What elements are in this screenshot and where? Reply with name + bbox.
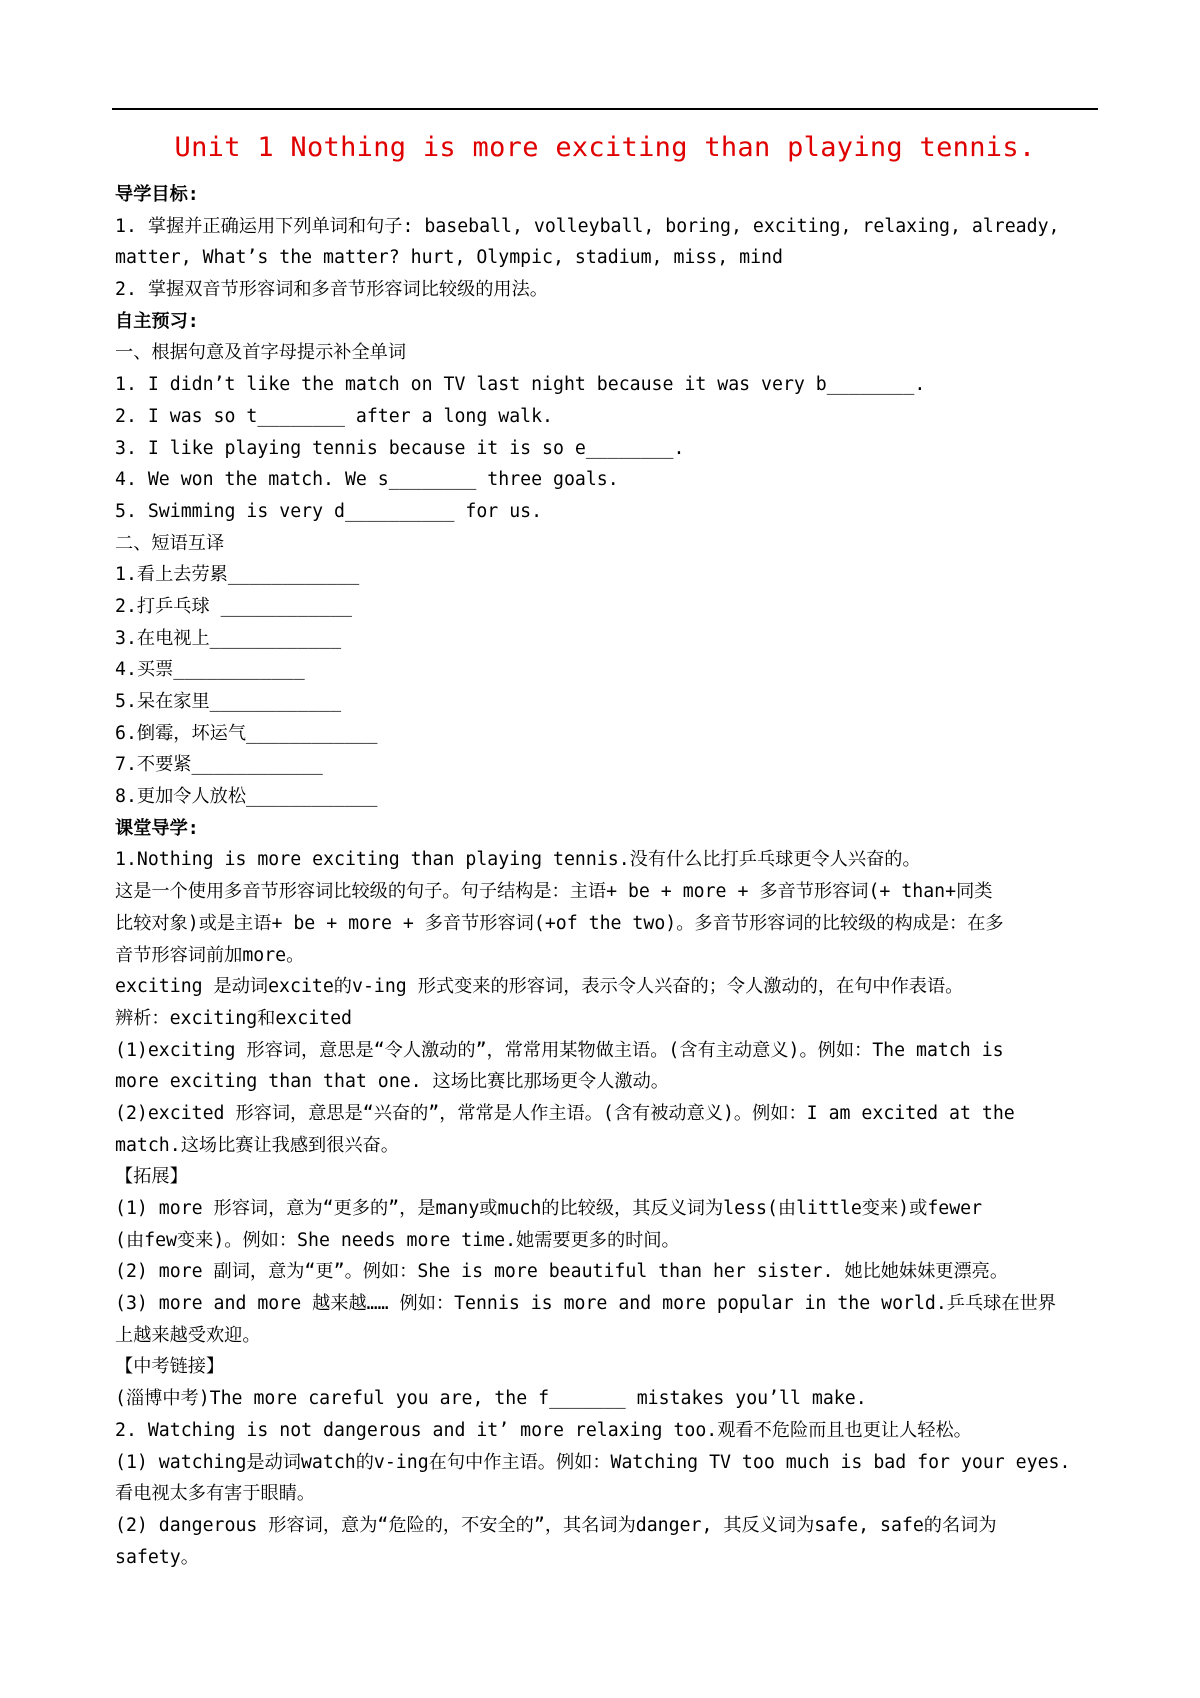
header-rule <box>112 108 1098 110</box>
text-line: (2) more 副词，意为“更”。例如：She is more beautiful than her sister. 她比她妹妹更漂亮。 <box>115 1261 1009 1283</box>
text-line: 音节形容词前加more。 <box>115 944 305 966</box>
text-line: (2)excited 形容词，意思是“兴奋的”，常常是人作主语。(含有被动意义)。例如：I am excited at the <box>115 1102 1015 1124</box>
text-line: 7.不要紧____________ <box>115 754 323 776</box>
text-line: 5. Swimming is very d__________ for us. <box>115 500 543 522</box>
text-line: safety。 <box>115 1546 199 1568</box>
text-line: 上越来越受欢迎。 <box>115 1324 261 1346</box>
text-line: match.这场比赛让我感到很兴奋。 <box>115 1134 399 1156</box>
text-line: exciting 是动词excite的v-ing 形式变来的形容词，表示令人兴奋的；令人激动的，在句中作表语。 <box>115 976 964 998</box>
text-line: 【拓展】 <box>115 1166 188 1188</box>
text-line: 比较对象)或是主语+ be + more + 多音节形容词(+of the two)。多音节形容词的比较级的构成是：在多 <box>115 912 1004 934</box>
text-line: (1)exciting 形容词，意思是“令人激动的”，常常用某物做主语。(含有主动意义)。例如：The match is <box>115 1039 1004 1061</box>
text-line: 6.倒霉，坏运气____________ <box>115 722 378 744</box>
section-heading: 导学目标: <box>115 184 199 205</box>
text-line: 2.打乒乓球 ____________ <box>115 595 352 617</box>
text-line: (淄博中考)The more careful you are, the f_______ mistakes you’ll make. <box>115 1388 867 1410</box>
text-line: 1.看上去劳累____________ <box>115 564 360 586</box>
text-line: (2) dangerous 形容词，意为“危险的，不安全的”，其名词为danger, 其反义词为safe, safe的名词为 <box>115 1514 997 1536</box>
text-line: 【中考链接】 <box>115 1356 225 1378</box>
text-line: 4. We won the match. We s________ three goals. <box>115 469 619 491</box>
text-line: 1. I didn’t like the match on TV last night because it was very b________. <box>115 374 926 396</box>
text-line: (1) more 形容词，意为“更多的”，是many或much的比较级，其反义词为less(由little变来)或fewer <box>115 1198 983 1219</box>
text-line: 4.买票____________ <box>115 659 305 681</box>
text-line: 2. 掌握双音节形容词和多音节形容词比较级的用法。 <box>115 279 548 301</box>
text-line: more exciting than that one. 这场比赛比那场更令人激动。 <box>115 1071 669 1093</box>
text-line: 8.更加令人放松____________ <box>115 786 378 808</box>
text-line: 这是一个使用多音节形容词比较级的句子。句子结构是：主语+ be + more + 多音节形容词(+ than+同类 <box>115 881 993 903</box>
page-title: Unit 1 Nothing is more exciting than playing tennis. <box>174 132 1036 163</box>
text-line: 一、根据句意及首字母提示补全单词 <box>115 342 407 364</box>
text-line: 2. Watching is not dangerous and it’ more relaxing too.观看不危险而且也更让人轻松。 <box>115 1419 972 1441</box>
text-line: 5.呆在家里____________ <box>115 691 342 712</box>
section-heading: 课堂导学: <box>115 817 199 839</box>
text-line: 3.在电视上____________ <box>115 627 342 649</box>
text-line: (由few变来)。例如：She needs more time.她需要更多的时间。 <box>115 1229 680 1251</box>
text-line: 3. I like playing tennis because it is so e________. <box>115 437 685 459</box>
text-line: 二、短语互译 <box>115 532 225 554</box>
document-body <box>115 179 1098 1573</box>
text-line: 1. 掌握并正确运用下列单词和句子: baseball, volleyball, boring, exciting, relaxing, already, <box>115 215 1060 237</box>
text-line: matter, What’s the matter? hurt, Olympic, stadium, miss, mind <box>115 247 783 269</box>
text-line: (1) watching是动词watch的v-ing在句中作主语。例如：Watching TV too much is bad for your eyes. <box>115 1451 1071 1473</box>
section-heading: 自主预习: <box>115 310 199 332</box>
text-line: (3) more and more 越来越…… 例如：Tennis is more and more popular in the world.乒乓球在世界 <box>115 1293 1056 1315</box>
text-line: 1.Nothing is more exciting than playing tennis.没有什么比打乒乓球更令人兴奋的。 <box>115 849 921 871</box>
text-line: 看电视太多有害于眼睛。 <box>115 1483 316 1505</box>
text-line: 辨析：exciting和excited <box>115 1007 352 1029</box>
text-line: 2. I was so t________ after a long walk. <box>115 405 553 427</box>
